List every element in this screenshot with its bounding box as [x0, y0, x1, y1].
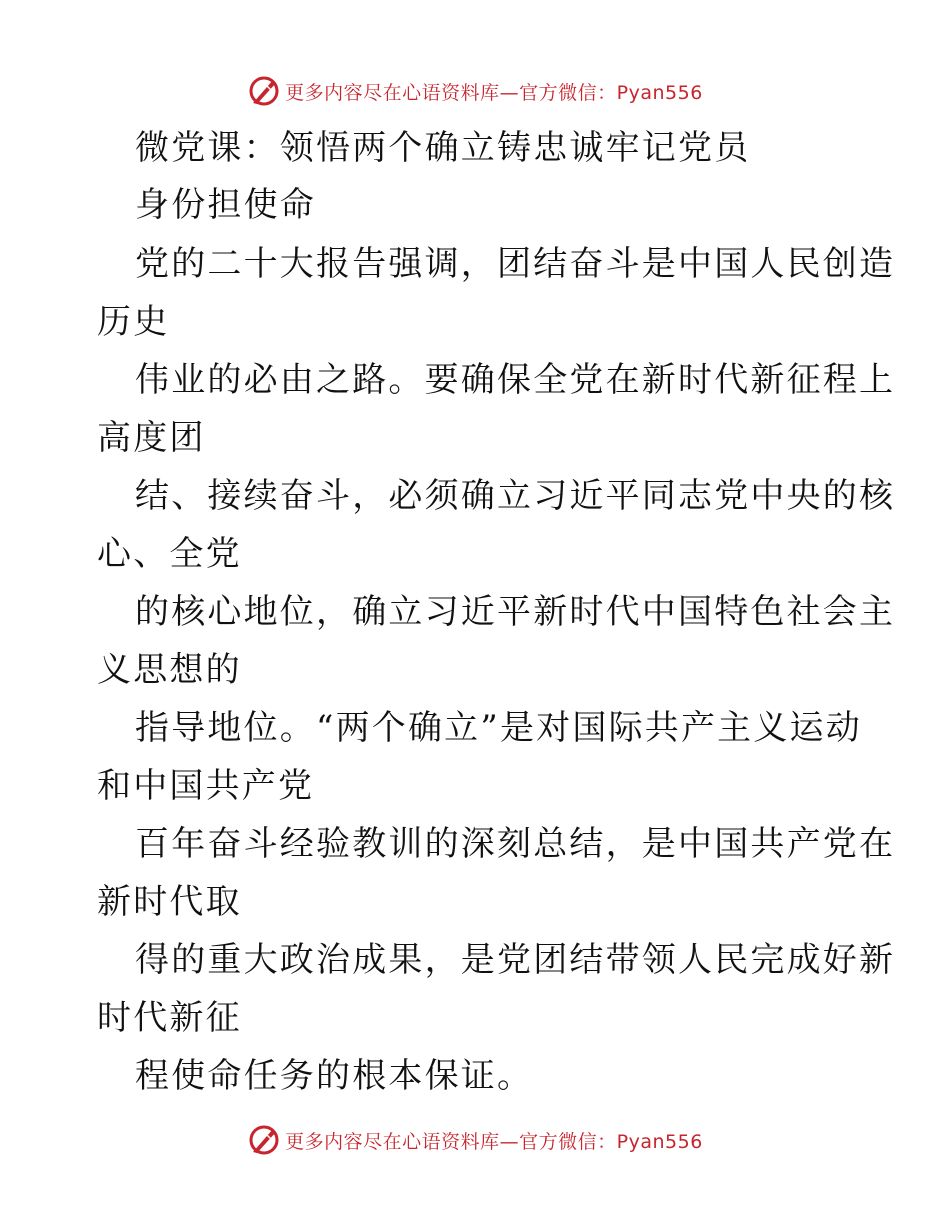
text-line: 指导地位。“两个确立”是对国际共产主义运动: [135, 708, 862, 748]
text-line: 历史: [97, 302, 170, 342]
header-watermark-text: 更多内容尽在心语资料库—官方微信：Pyan556: [285, 81, 703, 104]
header-watermark: [0, 71, 950, 111]
text-line: 的核心地位，确立习近平新时代中国特色社会主: [135, 592, 896, 632]
text-line: 身份担使命: [135, 185, 316, 225]
footer-watermark-text: 更多内容尽在心语资料库—官方微信：Pyan556: [285, 1130, 703, 1153]
text-line: 义思想的: [97, 650, 242, 690]
text-line: 心、全党: [97, 534, 242, 574]
text-line: 新时代取: [97, 882, 242, 922]
text-line: 结、接续奋斗，必须确立习近平同志党中央的核: [135, 476, 896, 516]
text-line: 党的二十大报告强调，团结奋斗是中国人民创造: [135, 244, 896, 284]
text-line: 时代新征: [97, 998, 242, 1038]
quill-logo-icon: [247, 74, 281, 108]
text-line: 高度团: [97, 418, 206, 458]
text-line: 程使命任务的根本保证。: [135, 1056, 534, 1096]
text-line: 微党课：领悟两个确立铸忠诚牢记党员: [135, 128, 751, 168]
text-line: 伟业的必由之路。要确保全党在新时代新征程上: [135, 360, 896, 400]
text-line: 得的重大政治成果，是党团结带领人民完成好新: [135, 940, 896, 980]
quill-logo-icon: [247, 1123, 281, 1157]
footer-watermark: [0, 1120, 950, 1160]
text-line: 百年奋斗经验教训的深刻总结，是中国共产党在: [135, 824, 896, 864]
text-line: 和中国共产党: [97, 766, 315, 806]
